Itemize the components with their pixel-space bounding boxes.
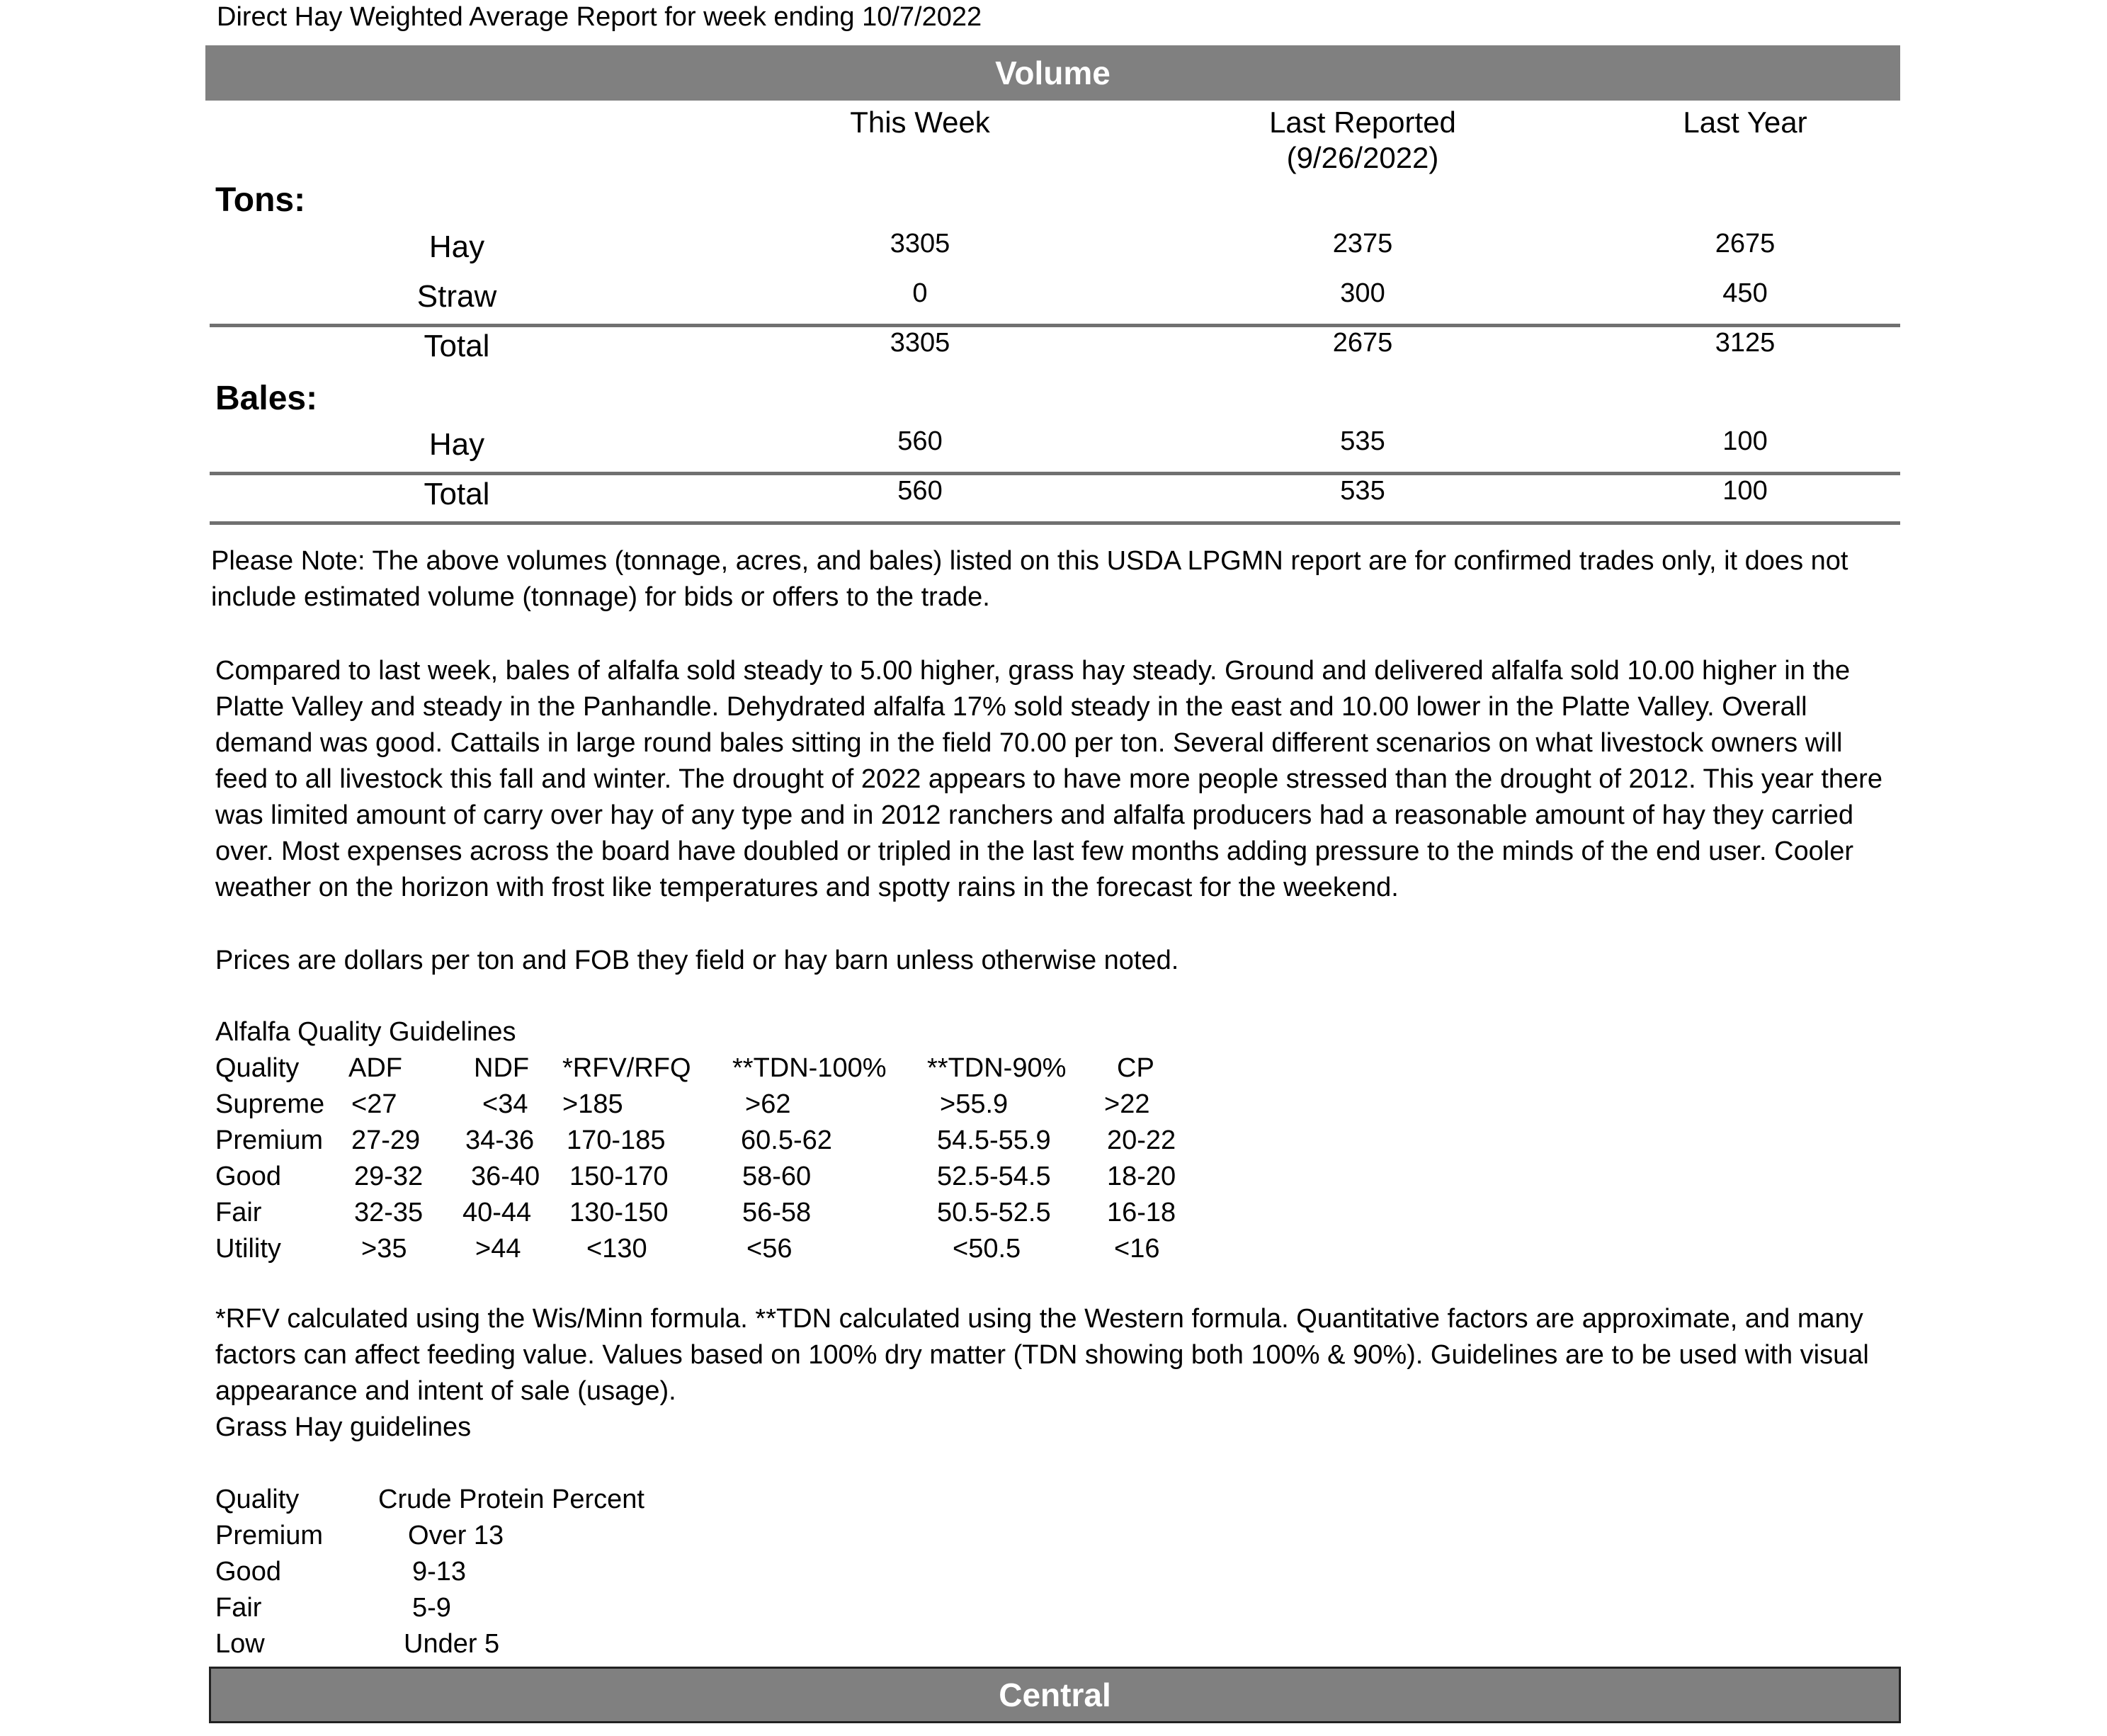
col-this-week: This Week [850, 106, 990, 139]
guidelines-footnote [215, 1301, 1869, 1409]
cell-rfv: 130-150 [569, 1198, 669, 1227]
tons-hay-last-reported: 2375 [1332, 229, 1393, 259]
cell-quality: Premium [215, 1125, 324, 1155]
cell-crude-protein: 9-13 [412, 1557, 467, 1587]
cell-tdn-90: 50.5-52.5 [937, 1198, 1051, 1227]
header-tdn-90: **TDN-90% [927, 1053, 1067, 1083]
alfalfa-row [215, 1087, 1182, 1123]
cell-quality: Fair [215, 1593, 262, 1623]
tons-hay-this-week: 3305 [890, 229, 950, 259]
volume-note [211, 543, 1848, 615]
tons-total-divider [210, 324, 1900, 327]
grass-row [215, 1518, 676, 1554]
cell-tdn-100: 58-60 [742, 1162, 812, 1191]
bales-hay-last-year: 100 [1722, 426, 1768, 456]
tons-row-label: Hay [428, 229, 485, 264]
cell-crude-protein: Over 13 [408, 1521, 504, 1550]
note-line: Please Note: The above volumes (tonnage, acres, and bales) listed on this USDA LPGMN report are for confirmed trades only, it does not [211, 546, 1848, 576]
cell-quality: Supreme [215, 1089, 325, 1119]
cell-rfv: 150-170 [569, 1162, 669, 1191]
commentary-line: feed to all livestock this fall and winter. The drought of 2022 appears to have more people stressed than the drought of 2012. This year there [215, 764, 1882, 794]
bales-total-this-week: 560 [897, 476, 943, 506]
col-last-reported-label: Last Reported [1269, 106, 1456, 139]
grass-guidelines-table [215, 1482, 676, 1662]
bales-hay-this-week: 560 [897, 426, 943, 456]
header-ndf: NDF [474, 1053, 530, 1083]
commentary-line: demand was good. Cattails in large round bales sitting in the field 70.00 per ton. Several different scenarios on what livestock owners will [215, 728, 1843, 758]
bales-total-last-year: 100 [1722, 476, 1768, 506]
tons-straw-last-year: 450 [1722, 278, 1768, 308]
cell-ndf: 40-44 [462, 1198, 532, 1227]
cell-quality: Good [215, 1557, 281, 1587]
bales-row-label: Hay [428, 427, 485, 462]
header-rfv: *RFV/RFQ [562, 1053, 691, 1083]
cell-adf: 32-35 [354, 1198, 424, 1227]
prices-note: Prices are dollars per ton and FOB they field or hay barn unless otherwise noted. [215, 946, 1179, 975]
footnote-line: *RFV calculated using the Wis/Minn formula. **TDN calculated using the Western formula. Quantitative factors are approximate, and many [215, 1304, 1863, 1334]
cell-rfv: >185 [562, 1089, 623, 1119]
cell-tdn-90: >55.9 [940, 1089, 1009, 1119]
volume-table-bottom-rule [210, 521, 1900, 525]
header-crude-protein: Crude Protein Percent [378, 1485, 644, 1514]
col-last-year: Last Year [1683, 106, 1807, 139]
cell-tdn-100: >62 [745, 1089, 791, 1119]
cell-crude-protein: Under 5 [404, 1629, 500, 1659]
commentary-line: Platte Valley and steady in the Panhandle. Dehydrated alfalfa 17% sold steady in the east and 10.00 lower in the Platte Valley. Overall [215, 692, 1807, 722]
report-title: Direct Hay Weighted Average Report for week ending 10/7/2022 [217, 2, 982, 32]
cell-crude-protein: 5-9 [412, 1593, 451, 1623]
grass-row [215, 1554, 676, 1590]
footnote-line: factors can affect feeding value. Values based on 100% dry matter (TDN showing both 100% & 90%). Guidelines are to be used with visual [215, 1340, 1869, 1370]
bales-total-last-reported: 535 [1340, 476, 1385, 506]
cell-cp: <16 [1114, 1234, 1160, 1264]
cell-adf: <27 [351, 1089, 397, 1119]
header-tdn-100: **TDN-100% [732, 1053, 887, 1083]
grass-row [215, 1590, 676, 1626]
header-cp: CP [1117, 1053, 1154, 1083]
cell-rfv: 170-185 [567, 1125, 666, 1155]
alfalfa-guidelines-title: Alfalfa Quality Guidelines [215, 1017, 516, 1047]
commentary-line: Compared to last week, bales of alfalfa sold steady to 5.00 higher, grass hay steady. Ground and delivered alfalfa sold 10.00 higher in the [215, 656, 1851, 686]
volume-band: Volume [205, 45, 1900, 101]
alfalfa-header-row [215, 1050, 1182, 1087]
tons-total-this-week: 3305 [890, 328, 950, 358]
tons-hay-last-year: 2675 [1715, 229, 1776, 259]
grass-header-row [215, 1482, 676, 1518]
footnote-line: appearance and intent of sale (usage). [215, 1376, 676, 1406]
commentary-line: weather on the horizon with frost like temperatures and spotty rains in the forecast for the weekend. [215, 873, 1399, 902]
tons-section-label: Tons: [215, 181, 306, 219]
commentary-line: was limited amount of carry over hay of any type and in 2012 ranchers and alfalfa producers had a reasonable amount of hay they carried [215, 800, 1854, 830]
cell-tdn-100: 60.5-62 [741, 1125, 832, 1155]
tons-total-last-reported: 2675 [1332, 328, 1393, 358]
alfalfa-row [215, 1231, 1182, 1267]
central-band: Central [209, 1667, 1901, 1723]
market-commentary [215, 653, 1882, 906]
note-line: include estimated volume (tonnage) for bids or offers to the trade. [211, 582, 990, 612]
alfalfa-row [215, 1195, 1182, 1231]
cell-adf: 29-32 [354, 1162, 424, 1191]
bales-row-label: Total [424, 477, 490, 511]
header-quality: Quality [215, 1485, 300, 1514]
cell-tdn-100: <56 [746, 1234, 793, 1264]
tons-straw-this-week: 0 [912, 278, 928, 308]
cell-rfv: <130 [586, 1234, 647, 1264]
cell-quality: Fair [215, 1198, 262, 1227]
cell-ndf: <34 [482, 1089, 528, 1119]
cell-adf: >35 [361, 1234, 407, 1264]
cell-adf: 27-29 [351, 1125, 421, 1155]
cell-cp: 18-20 [1107, 1162, 1176, 1191]
cell-ndf: 36-40 [471, 1162, 540, 1191]
cell-ndf: 34-36 [465, 1125, 535, 1155]
grass-row [215, 1626, 676, 1662]
header-adf: ADF [348, 1053, 402, 1083]
commentary-line: over. Most expenses across the board have doubled or tripled in the last few months adding pressure to the minds of the end user. Cooler [215, 836, 1854, 866]
bales-hay-last-reported: 535 [1340, 426, 1385, 456]
cell-cp: 20-22 [1107, 1125, 1176, 1155]
header-quality: Quality [215, 1053, 300, 1083]
alfalfa-row [215, 1123, 1182, 1159]
bales-section-label: Bales: [215, 380, 318, 417]
cell-tdn-90: 52.5-54.5 [937, 1162, 1051, 1191]
tons-straw-last-reported: 300 [1340, 278, 1385, 308]
cell-quality: Utility [215, 1234, 281, 1264]
grass-guidelines-title: Grass Hay guidelines [215, 1412, 472, 1442]
cell-quality: Premium [215, 1521, 324, 1550]
cell-tdn-90: <50.5 [953, 1234, 1021, 1264]
tons-row-label: Total [424, 329, 490, 363]
alfalfa-guidelines-table [215, 1050, 1182, 1267]
cell-quality: Good [215, 1162, 281, 1191]
cell-cp: 16-18 [1107, 1198, 1176, 1227]
tons-total-last-year: 3125 [1715, 328, 1776, 358]
col-last-reported [1221, 105, 1504, 175]
cell-ndf: >44 [475, 1234, 521, 1264]
cell-tdn-90: 54.5-55.9 [937, 1125, 1051, 1155]
bales-total-divider [210, 472, 1900, 475]
cell-cp: >22 [1104, 1089, 1150, 1119]
cell-tdn-100: 56-58 [742, 1198, 812, 1227]
tons-row-label: Straw [416, 279, 497, 314]
col-last-reported-date: (9/26/2022) [1286, 140, 1439, 174]
alfalfa-row [215, 1159, 1182, 1195]
cell-quality: Low [215, 1629, 265, 1659]
